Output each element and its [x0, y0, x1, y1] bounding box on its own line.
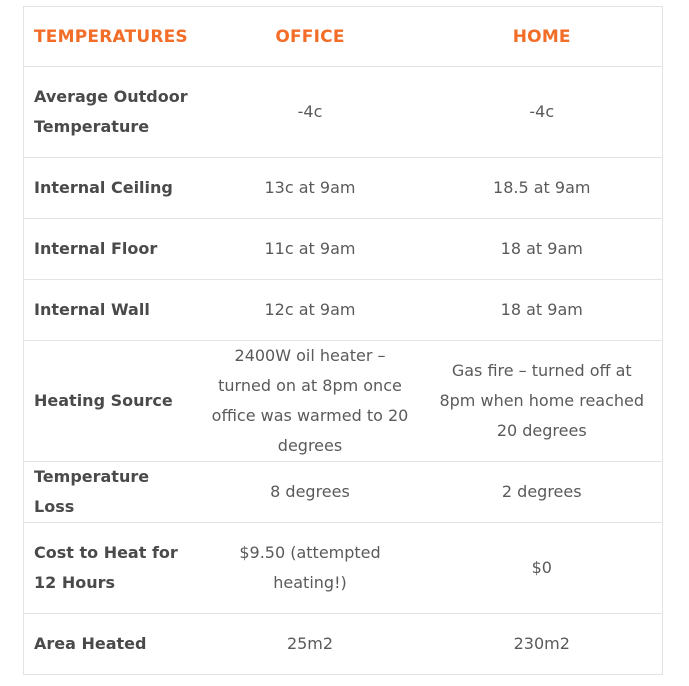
table-row — [24, 280, 663, 341]
table-row — [24, 462, 663, 523]
office-value: 13c at 9am — [199, 158, 422, 219]
office-value: 12c at 9am — [199, 280, 422, 341]
home-value: Gas fire – turned off at 8pm when home reached 20 degrees — [422, 341, 663, 462]
home-value: 18 at 9am — [422, 280, 663, 341]
office-value: $9.50 (attempted heating!) — [199, 523, 422, 614]
row-label: Temperature Loss — [24, 462, 199, 523]
home-value: -4c — [422, 67, 663, 158]
row-label: Internal Floor — [24, 219, 199, 280]
row-label: Internal Wall — [24, 280, 199, 341]
header-office: OFFICE — [199, 7, 422, 67]
home-value: 18.5 at 9am — [422, 158, 663, 219]
office-value: 11c at 9am — [199, 219, 422, 280]
row-label: Cost to Heat for 12 Hours — [24, 523, 199, 614]
row-label: Internal Ceiling — [24, 158, 199, 219]
comparison-table-wrapper — [23, 6, 662, 675]
header-temperatures: TEMPERATURES — [24, 7, 199, 67]
table-row — [24, 523, 663, 614]
office-value: -4c — [199, 67, 422, 158]
row-label: Average Outdoor Temperature — [24, 67, 199, 158]
table-row — [24, 614, 663, 675]
table-row — [24, 219, 663, 280]
header-home: HOME — [422, 7, 663, 67]
row-label: Area Heated — [24, 614, 199, 675]
table-row — [24, 67, 663, 158]
table-row — [24, 158, 663, 219]
temperature-comparison-table — [23, 6, 663, 675]
home-value: $0 — [422, 523, 663, 614]
home-value: 18 at 9am — [422, 219, 663, 280]
office-value: 25m2 — [199, 614, 422, 675]
row-label: Heating Source — [24, 341, 199, 462]
office-value: 2400W oil heater – turned on at 8pm once office was warmed to 20 degrees — [199, 341, 422, 462]
home-value: 230m2 — [422, 614, 663, 675]
office-value: 8 degrees — [199, 462, 422, 523]
home-value: 2 degrees — [422, 462, 663, 523]
table-header-row — [24, 7, 663, 67]
table-row — [24, 341, 663, 462]
